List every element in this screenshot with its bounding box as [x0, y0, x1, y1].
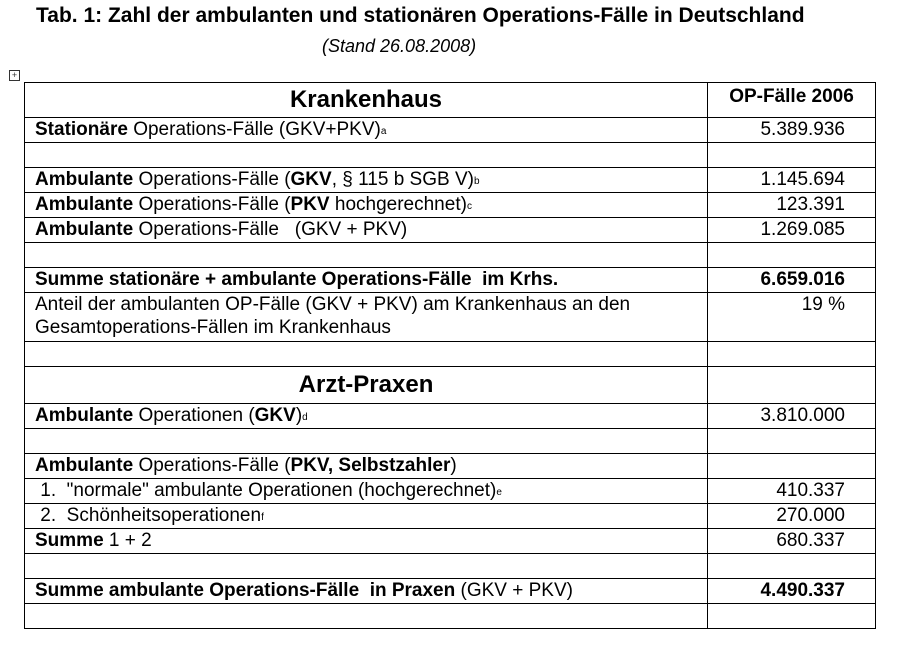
- row-value: 4.490.337: [708, 579, 876, 604]
- table-row: [25, 579, 876, 604]
- row-value: 680.337: [708, 529, 876, 554]
- table-move-handle-icon[interactable]: +: [9, 70, 20, 81]
- row-value: 3.810.000: [708, 404, 876, 429]
- table-row-empty: [25, 554, 876, 579]
- table-row-empty: [25, 604, 876, 629]
- row-value: 19 %: [708, 293, 876, 342]
- row-value: 270.000: [708, 504, 876, 529]
- row-value: 1.269.085: [708, 218, 876, 243]
- table-row-empty: [25, 143, 876, 168]
- row-value: 6.659.016: [708, 268, 876, 293]
- table-row: [25, 83, 876, 118]
- table-row: [25, 293, 876, 342]
- row-value: 1.145.694: [708, 168, 876, 193]
- table-row: [25, 193, 876, 218]
- row-value: 123.391: [708, 193, 876, 218]
- column-header: OP-Fälle 2006: [708, 83, 876, 118]
- section-title-arzt-praxen: Arzt-Praxen: [25, 367, 708, 404]
- row-label: Summe ambulante Operations-Fälle in Praxen (GKV + PKV): [25, 579, 708, 604]
- table-row-empty: [25, 429, 876, 454]
- row-label: Ambulante Operations-Fälle (GKV, § 115 b SGB V)$^b$: [25, 168, 708, 193]
- table-row: [25, 367, 876, 404]
- row-label: Summe stationäre + ambulante Operations-Fälle im Krhs.: [25, 268, 708, 293]
- table-row-empty: [25, 342, 876, 367]
- table-row: [25, 218, 876, 243]
- table-row: [25, 404, 876, 429]
- table-row: [25, 454, 876, 479]
- table-row: [25, 529, 876, 554]
- row-label: Ambulante Operations-Fälle (PKV, Selbstzahler): [25, 454, 708, 479]
- row-value: 5.389.936: [708, 118, 876, 143]
- table-row: [25, 479, 876, 504]
- table-row: [25, 268, 876, 293]
- row-label: Ambulante Operations-Fälle (PKV hochgerechnet)$^c$: [25, 193, 708, 218]
- row-label: 1. "normale" ambulante Operationen (hochgerechnet)$^e$: [25, 479, 708, 504]
- data-table: [24, 82, 876, 629]
- table-row: [25, 168, 876, 193]
- row-label: Ambulante Operations-Fälle (GKV + PKV): [25, 218, 708, 243]
- row-label: 2. Schönheitsoperationen$^f$: [25, 504, 708, 529]
- row-label: Ambulante Operationen (GKV)$^d$: [25, 404, 708, 429]
- section-title-krankenhaus: Krankenhaus: [25, 83, 708, 118]
- row-label: Anteil der ambulanten OP-Fälle (GKV + PKV) am Krankenhaus an den Gesamtoperations-Fällen im Krankenhaus: [25, 293, 708, 342]
- table-row-empty: [25, 243, 876, 268]
- table-row: [25, 504, 876, 529]
- row-label: Stationäre Operations-Fälle $(GKV+PKV)^a$: [25, 118, 708, 143]
- row-label: Summe 1 + 2: [25, 529, 708, 554]
- table-row: [25, 118, 876, 143]
- row-value: 410.337: [708, 479, 876, 504]
